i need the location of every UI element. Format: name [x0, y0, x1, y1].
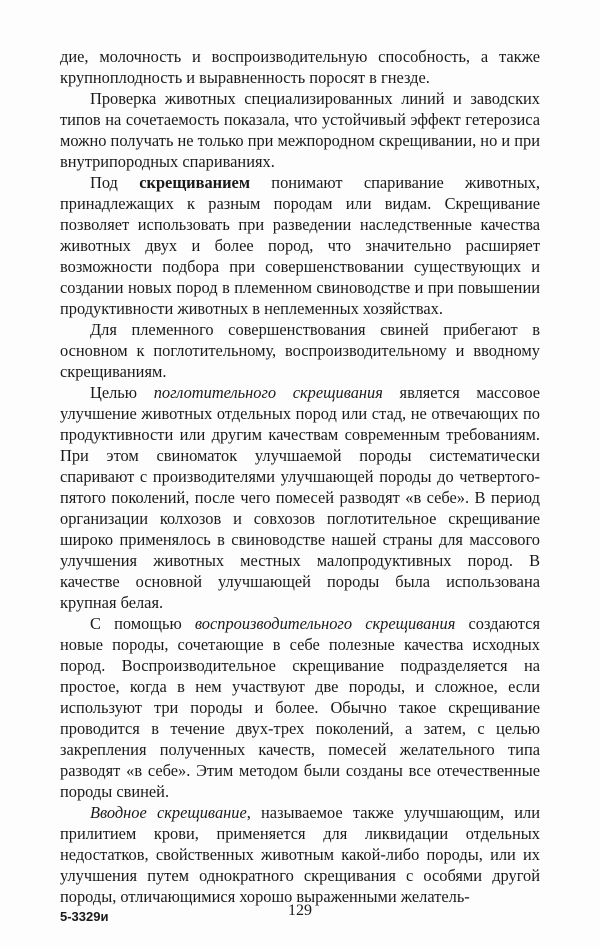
- term-absorptive-crossing: поглотительного скрещивания: [153, 383, 383, 402]
- paragraph-text: Целью: [90, 383, 154, 402]
- term-crossbreeding: скрещиванием: [139, 173, 250, 192]
- term-reproductive-crossing: воспроизводительного скрещивания: [194, 614, 456, 633]
- paragraph-text: С помощью: [90, 614, 195, 633]
- paragraph-text: понимают спаривание животных, принадлежащих к разным породам или видам. Скрещивание позволяет использовать при разведении наследственные качества животных двух и более пород, что значительно расширяет возможности подбора при совершенствовании существующих и создании новых пород в племенном свиноводстве и при повышении продуктивности животных в неплеменных хозяйствах.: [60, 173, 540, 318]
- term-introductory-crossing: Вводное скрещивание: [90, 803, 247, 822]
- main-text: [60, 46, 540, 907]
- paragraph-reproductive-crossing: [60, 613, 540, 802]
- paragraph-continuation: дие, молочность и воспроизводительную способность, а также крупноплодность и выравненность поросят в гнезде.: [60, 47, 540, 87]
- paragraph-text: Под: [90, 173, 140, 192]
- paragraph-introductory-crossing: [60, 802, 540, 907]
- paragraph-text: является массовое улучшение животных отдельных пород или стад, не отвечающих по продуктивности или другим качествам современным требованиям. При этом свиноматок улучшаемой породы систематически спаривают с производителями улучшающей породы до четвертого-пятого поколений, после чего помесей разводят «в себе». В период организации колхозов и совхозов поглотительное скрещивание широко применялось в свиноводстве нашей страны для массового улучшения животных местных малопродуктивных пород. В качестве основной улучшающей породы была использована крупная белая.: [60, 383, 541, 612]
- paragraph-heterosis-check: Проверка животных специализированных линий и заводских типов на сочетаемость показала, что устойчивый эффект гетерозиса можно получать не только при межпородном скрещивании, но и при внутрипородных спариваниях.: [60, 89, 540, 171]
- paragraph-breeding-types: Для племенного совершенствования свиней прибегают в основном к поглотительному, воспроизводительному и вводному скрещиваниям.: [60, 320, 540, 381]
- paragraph-text: , называемое также улучшающим, или прилитием крови, применяется для ликвидации отдельных недостатков, свойственных животным какой-либо породы, или их улучшения путем однократного скрещивания с особями другой породы, отличающимися хорошо выраженными желатель-: [60, 803, 540, 906]
- paragraph-text: создаются новые породы, сочетающие в себе полезные качества исходных пород. Воспроизводительное скрещивание подразделяется на простое, когда в нем участвуют две породы, и сложное, если используют три породы и более. Обычно такое скрещивание проводится в течение двух-трех поколений, а затем, с целью закрепления полученных качеств, помесей желательного типа разводят «в себе». Этим методом были созданы все отечественные породы свиней.: [60, 614, 540, 801]
- paragraph-absorptive-crossing: [60, 382, 540, 613]
- paragraph-crossbreeding-definition: [60, 172, 540, 319]
- page-number: 129: [288, 902, 312, 919]
- print-signature-code: 5-3329и: [60, 909, 109, 924]
